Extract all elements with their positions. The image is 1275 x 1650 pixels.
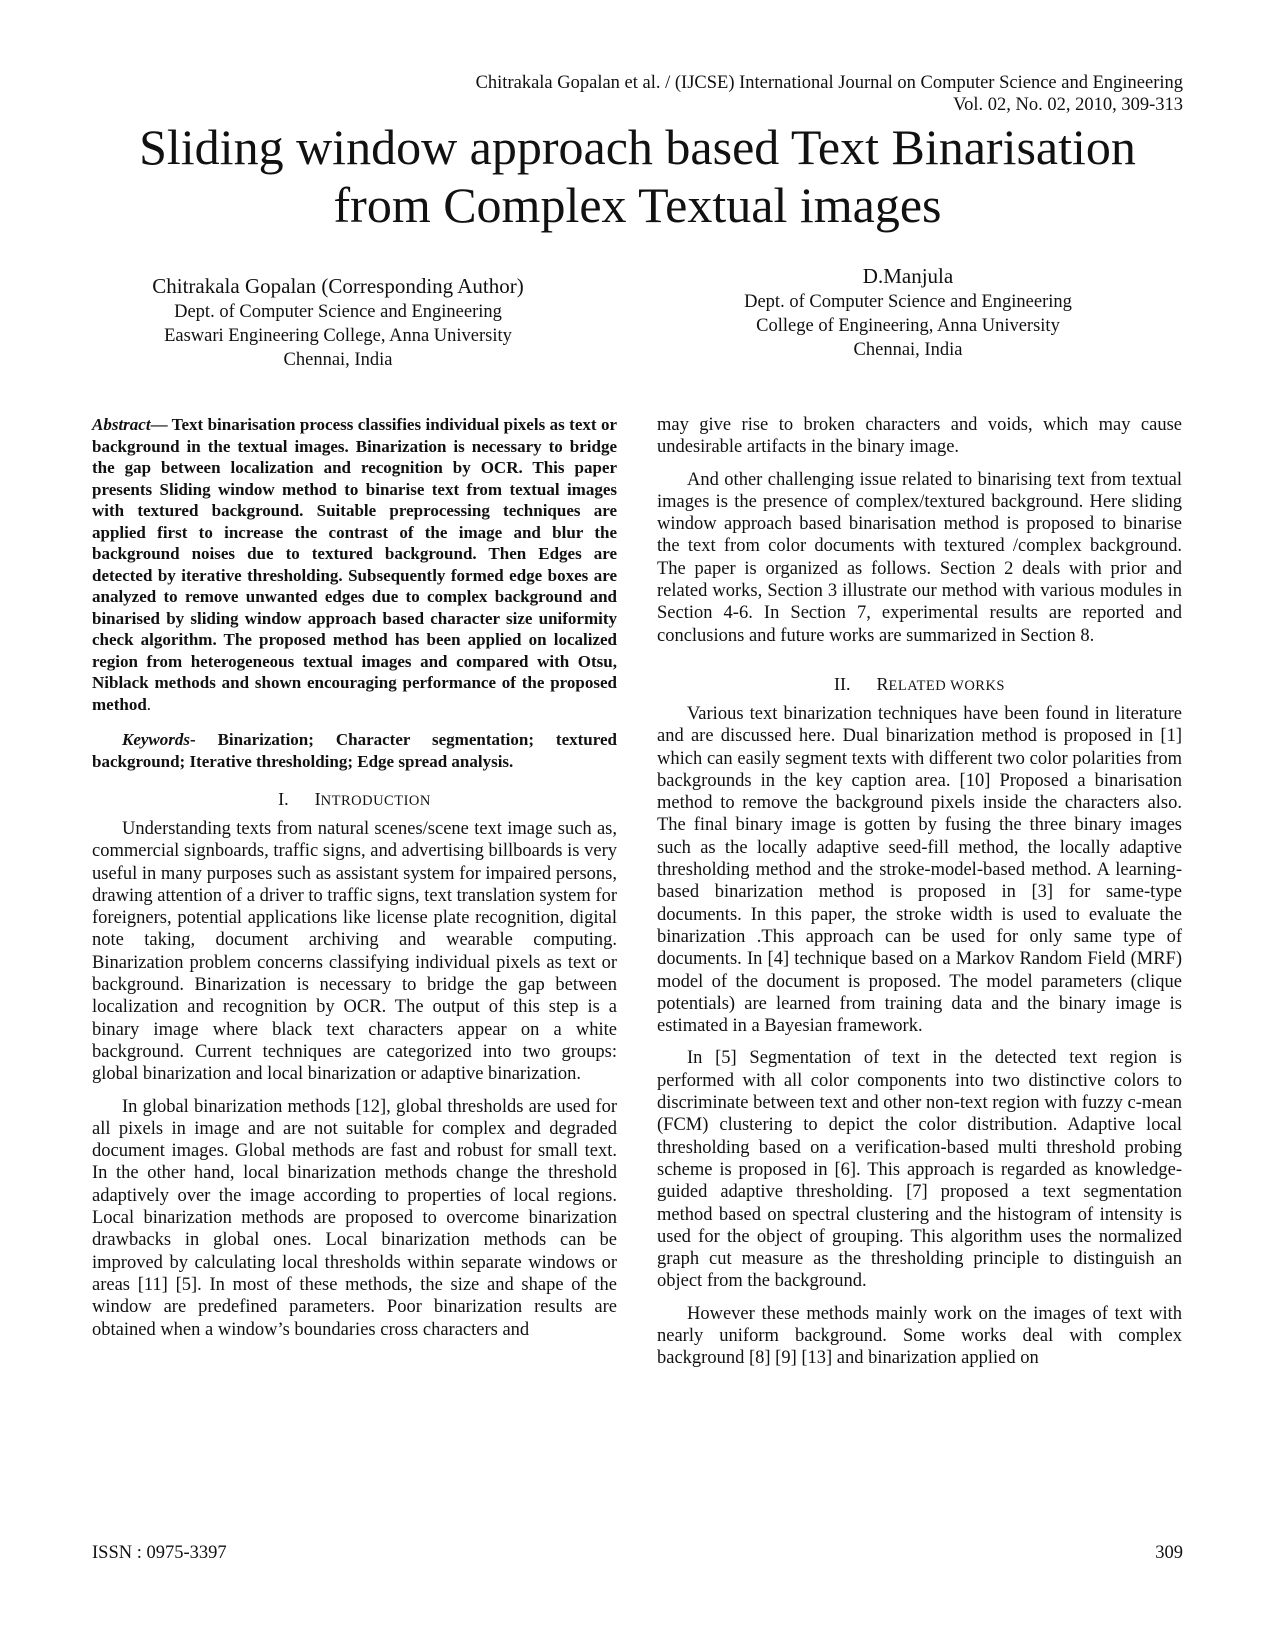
right-column — [657, 414, 1182, 1380]
running-head-volume: Vol. 02, No. 02, 2010, 309-313 — [953, 95, 1183, 115]
author-institution: Easwari Engineering College, Anna University — [164, 326, 512, 346]
title-line-1: Sliding window approach based Text Binarisation — [139, 119, 1136, 175]
section-number: I. — [278, 789, 289, 809]
section-title-rest: NTRODUCTION — [320, 793, 431, 809]
paragraph: In [5] Segmentation of text in the detected text region is performed with all color components into two distinctive colors to discriminate between text and other non-text region with fuzzy c-mean (FCM) clustering to depict the color distribution. Adaptive local thresholding based on a verification-based multi threshold probing scheme is proposed in [6]. This approach is regarded as knowledge-guided adaptive thresholding. [7] proposed a text segmentation method based on spectral clustering and the histogram of intensity is used for the object of grouping. This algorithm uses the normalized graph cut measure as the thresholding principle to distinguish an object from the background. — [657, 1048, 1182, 1292]
author-name: Chitrakala Gopalan (Corresponding Author) — [152, 274, 524, 298]
paper-title — [60, 118, 1215, 234]
title-line-2: from Complex Textual images — [333, 177, 942, 233]
paragraph: Understanding texts from natural scenes/scene text image such as, commercial signboards, traffic signs, and advertising billboards is very useful in many purposes such as assistant system for impaired persons, drawing attention of a driver to traffic signs, text translation system for foreigners, potential applications like license plate recognition, digital note taking, document archiving and wearable computing. Binarization problem concerns classifying individual pixels as text or background. Binarization is necessary to bridge the gap between localization and recognition by OCR. The output of this step is a binary image where black text characters appear on a white background. Current techniques are categorized into two groups: global binarization and local binarization or adaptive binarization. — [92, 819, 617, 1085]
section-first-letter: I — [314, 789, 321, 809]
paragraph: And other challenging issue related to binarising text from textual images is the presence of complex/textured background. Here sliding window approach based binarisation method is proposed to binarise the text from color documents with textured /complex background. The paper is organized as follows. Section 2 deals with prior and related works, Section 3 illustrate our method with various modules in Section 4-6. In Section 7, experimental results are reported and conclusions and future works are summarized in Section 8. — [657, 469, 1182, 646]
section-number: II. — [833, 673, 851, 694]
abstract — [92, 414, 617, 715]
abstract-dash: — — [150, 415, 168, 434]
section-heading-related-works — [657, 673, 1182, 697]
paragraph: However these methods mainly work on the images of text with nearly uniform background. Some works deal with complex background [8] [9] [13] and binarization applied on — [657, 1303, 1182, 1369]
author-location: Chennai, India — [853, 340, 963, 360]
paragraph: Various text binarization techniques have been found in literature and are discussed here. Dual binarization method is proposed in [1] which can easily segment texts with different two color polarities from backgrounds in the key caption area. [10] Proposed a binarisation method to remove the background pixels inside the characters also. The final binary image is gotten by fusing the three binary images such as the locally adaptive seed-fill method, the locally adaptive thresholding method and the stroke-model-based method. A learning-based binarization method is proposed in [3] for same-type documents. In this paper, the stroke width is used to evaluate the binarization .This approach can be used for only same type of documents. In [4] technique based on a Markov Random Field (MRF) model of the document is proposed. The model parameters (clique potentials) are learned from training data and the binary image is estimated in a Bayesian framework. — [657, 703, 1182, 1037]
author-institution: College of Engineering, Anna University — [756, 316, 1060, 336]
author-dept: Dept. of Computer Science and Engineering — [744, 292, 1072, 312]
abstract-label: Abstract — [92, 415, 151, 434]
left-column — [92, 414, 617, 1351]
author-block-2 — [688, 262, 1128, 362]
page-number: 309 — [1155, 1543, 1183, 1563]
running-head-journal: Chitrakala Gopalan et al. / (IJCSE) International Journal on Computer Science and Engineering — [475, 73, 1183, 93]
author-block-1 — [118, 272, 558, 372]
section-title-rest: ELATED WORKS — [888, 677, 1005, 694]
section-heading-introduction — [92, 788, 617, 812]
footer-issn: ISSN : 0975-3397 — [92, 1543, 227, 1563]
author-dept: Dept. of Computer Science and Engineering — [174, 302, 502, 322]
author-location: Chennai, India — [283, 350, 393, 370]
keywords-label: Keywords — [122, 730, 190, 749]
keywords-text: - Binarization; Character segmentation; textured background; Iterative thresholding; Edge spread analysis. — [92, 730, 617, 771]
running-head — [283, 72, 1183, 116]
abstract-text: Text binarisation process classifies individual pixels as text or background in the textual images. Binarization is necessary to bridge the gap between localization and recognition by OCR. This paper presents Sliding window method to binarise text from textual images with textured background. Suitable preprocessing techniques are applied first to increase the contrast of the image and blur the background noises due to textured background. Then Edges are detected by iterative thresholding. Subsequently formed edge boxes are analyzed to remove unwanted edges due to complex background and binarised by sliding window approach based character size uniformity check algorithm. The proposed method has been applied on localized region from heterogeneous textual images and compared with Otsu, Niblack methods and shown encouraging performance of the proposed method — [92, 415, 617, 714]
abstract-end: . — [146, 694, 152, 714]
paragraph: In global binarization methods [12], global thresholds are used for all pixels in image and are not suitable for complex and degraded document images. Global methods are fast and robust for small text. In the other hand, local binarization methods change the threshold adaptively over the image according to properties of local regions. Local binarization methods are proposed to overcome binarization drawbacks in global ones. Local binarization methods can be improved by calculating local thresholds within separate windows or areas [11] [5]. In most of these methods, the size and shape of the window are predefined parameters. Poor binarization results are obtained when a window’s boundaries cross characters and — [92, 1096, 617, 1340]
paragraph-continuation: may give rise to broken characters and voids, which may cause undesirable artifacts in the binary image. — [657, 415, 1182, 458]
section-first-letter: R — [876, 673, 889, 694]
keywords — [92, 729, 617, 772]
author-name: D.Manjula — [862, 264, 954, 288]
